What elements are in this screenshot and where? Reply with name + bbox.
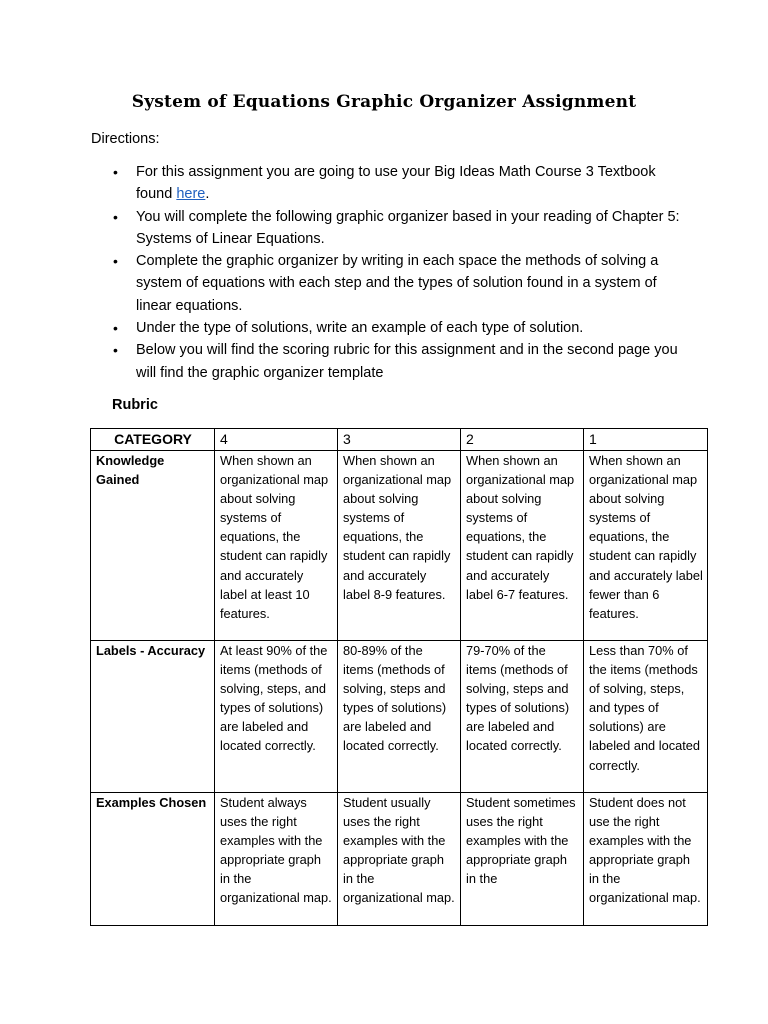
- list-item: • Under the type of solutions, write an example of each type of solution.: [91, 317, 691, 339]
- bullet-text: For this assignment you are going to use your Big Ideas Math Course 3 Textbook found: [136, 164, 656, 203]
- list-item: • Complete the graphic organizer by writing in each space the methods of solving a system of equations with each step and the types of solution found in a system of linear equations.: [91, 250, 691, 317]
- column-header-score-2: 2: [461, 429, 584, 451]
- table-cell: 79-70% of the items (methods of solving, steps and types of solutions) are labeled and located correctly.: [461, 641, 584, 793]
- table-cell: Student does not use the right examples with the appropriate graph in the organizational map.: [584, 793, 708, 926]
- list-item: • Below you will find the scoring rubric for this assignment and in the second page you will find the graphic organizer template: [91, 339, 691, 384]
- table-row: [91, 793, 708, 926]
- table-row: [91, 641, 708, 793]
- document-title: System of Equations Graphic Organizer Assignment: [131, 92, 637, 112]
- row-category: Labels - Accuracy: [91, 641, 215, 793]
- list-item: • You will complete the following graphic organizer based in your reading of Chapter 5: Systems of Linear Equations.: [91, 206, 691, 251]
- table-cell: Student always uses the right examples with the appropriate graph in the organizational map.: [215, 793, 338, 926]
- rubric-label: Rubric: [112, 397, 158, 413]
- table-row: [91, 451, 708, 641]
- column-header-score-3: 3: [338, 429, 461, 451]
- table-cell: When shown an organizational map about solving systems of equations, the student can rapidly and accurately label 8-9 features.: [338, 451, 461, 641]
- table-cell: 80-89% of the items (methods of solving, steps and types of solutions) are labeled and located correctly.: [338, 641, 461, 793]
- table-cell: Student usually uses the right examples with the appropriate graph in the organizational map.: [338, 793, 461, 926]
- table-cell: At least 90% of the items (methods of solving, steps, and types of solutions) are labeled and located correctly.: [215, 641, 338, 793]
- table-cell: Student sometimes uses the right examples with the appropriate graph in the: [461, 793, 584, 926]
- row-category: Examples Chosen: [91, 793, 215, 926]
- row-category: Knowledge Gained: [91, 451, 215, 641]
- column-header-category: CATEGORY: [91, 429, 215, 451]
- directions-label: Directions:: [91, 131, 160, 147]
- table-cell: When shown an organizational map about solving systems of equations, the student can rapidly and accurately label 6-7 features.: [461, 451, 584, 641]
- table-cell: When shown an organizational map about solving systems of equations, the student can rapidly and accurately label at least 10 features.: [215, 451, 338, 641]
- textbook-link[interactable]: here: [176, 186, 206, 203]
- table-cell: When shown an organizational map about solving systems of equations, the student can rapidly and accurately label fewer than 6 features.: [584, 451, 708, 641]
- list-item: [91, 161, 691, 206]
- table-header-row: [91, 429, 708, 451]
- directions-list: [91, 161, 691, 384]
- column-header-score-4: 4: [215, 429, 338, 451]
- column-header-score-1: 1: [584, 429, 708, 451]
- table-cell: Less than 70% of the items (methods of solving, steps, and types of solutions) are labeled and located correctly.: [584, 641, 708, 793]
- bullet-text-end: .: [205, 186, 210, 203]
- rubric-table: [90, 428, 708, 926]
